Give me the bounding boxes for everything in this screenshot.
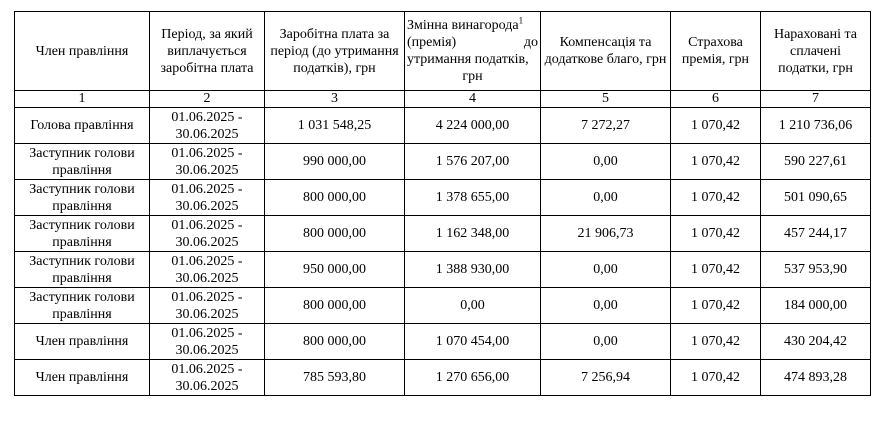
cell-period: 01.06.2025 - 30.06.2025 (150, 180, 265, 216)
cell-insurance: 1 070,42 (671, 180, 761, 216)
cell-insurance: 1 070,42 (671, 108, 761, 144)
cell-compensation: 21 906,73 (541, 216, 671, 252)
cell-salary: 800 000,00 (265, 324, 405, 360)
header-insurance: Страхова премія, грн (671, 12, 761, 91)
header-compensation: Компенсація та додаткове благо, грн (541, 12, 671, 91)
header-salary: Заробітна плата за період (до утримання податків), грн (265, 12, 405, 91)
column-number: 3 (265, 91, 405, 108)
cell-taxes: 590 227,61 (761, 144, 871, 180)
cell-compensation: 0,00 (541, 288, 671, 324)
cell-insurance: 1 070,42 (671, 288, 761, 324)
document-page (14, 11, 871, 396)
cell-taxes: 457 244,17 (761, 216, 871, 252)
cell-period: 01.06.2025 - 30.06.2025 (150, 216, 265, 252)
column-number: 2 (150, 91, 265, 108)
cell-insurance: 1 070,42 (671, 216, 761, 252)
cell-variable-pay: 0,00 (405, 288, 541, 324)
column-number: 7 (761, 91, 871, 108)
cell-salary: 800 000,00 (265, 216, 405, 252)
column-number: 1 (15, 91, 150, 108)
cell-insurance: 1 070,42 (671, 252, 761, 288)
cell-insurance: 1 070,42 (671, 144, 761, 180)
cell-member: Заступник голови правління (15, 180, 150, 216)
cell-variable-pay: 1 378 655,00 (405, 180, 541, 216)
cell-insurance: 1 070,42 (671, 324, 761, 360)
cell-member: Заступник голови правління (15, 288, 150, 324)
table-row (15, 288, 871, 324)
header-row (15, 12, 871, 91)
cell-member: Заступник голови правління (15, 252, 150, 288)
header-taxes: Нараховані та сплачені податки, грн (761, 12, 871, 91)
cell-salary: 1 031 548,25 (265, 108, 405, 144)
cell-compensation: 0,00 (541, 180, 671, 216)
cell-period: 01.06.2025 - 30.06.2025 (150, 324, 265, 360)
cell-variable-pay: 1 070 454,00 (405, 324, 541, 360)
table-row (15, 180, 871, 216)
header-member: Член правління (15, 12, 150, 91)
cell-salary: 950 000,00 (265, 252, 405, 288)
cell-variable-pay: 1 576 207,00 (405, 144, 541, 180)
cell-taxes: 501 090,65 (761, 180, 871, 216)
header-period: Період, за який виплачується заробітна плата (150, 12, 265, 91)
cell-member: Заступник голови правління (15, 216, 150, 252)
cell-salary: 785 593,80 (265, 360, 405, 396)
cell-salary: 800 000,00 (265, 288, 405, 324)
cell-period: 01.06.2025 - 30.06.2025 (150, 144, 265, 180)
cell-period: 01.06.2025 - 30.06.2025 (150, 288, 265, 324)
board-remuneration-table (14, 11, 871, 396)
cell-taxes: 537 953,90 (761, 252, 871, 288)
column-number: 4 (405, 91, 541, 108)
cell-period: 01.06.2025 - 30.06.2025 (150, 108, 265, 144)
column-number: 5 (541, 91, 671, 108)
cell-member: Заступник голови правління (15, 144, 150, 180)
cell-compensation: 0,00 (541, 144, 671, 180)
cell-member: Голова правління (15, 108, 150, 144)
cell-compensation: 0,00 (541, 324, 671, 360)
cell-compensation: 0,00 (541, 252, 671, 288)
table-row (15, 216, 871, 252)
table-row (15, 252, 871, 288)
column-number-row (15, 91, 871, 108)
cell-insurance: 1 070,42 (671, 360, 761, 396)
header-variable-pay: Змінна винагорода$^1$ (премія) до утримання податків, грн (405, 12, 541, 91)
cell-variable-pay: 4 224 000,00 (405, 108, 541, 144)
cell-compensation: 7 272,27 (541, 108, 671, 144)
cell-salary: 990 000,00 (265, 144, 405, 180)
cell-member: Член правління (15, 360, 150, 396)
cell-taxes: 430 204,42 (761, 324, 871, 360)
cell-taxes: 474 893,28 (761, 360, 871, 396)
cell-variable-pay: 1 270 656,00 (405, 360, 541, 396)
cell-variable-pay: 1 388 930,00 (405, 252, 541, 288)
cell-period: 01.06.2025 - 30.06.2025 (150, 252, 265, 288)
table-row (15, 108, 871, 144)
cell-taxes: 184 000,00 (761, 288, 871, 324)
table-row (15, 324, 871, 360)
cell-variable-pay: 1 162 348,00 (405, 216, 541, 252)
cell-period: 01.06.2025 - 30.06.2025 (150, 360, 265, 396)
cell-taxes: 1 210 736,06 (761, 108, 871, 144)
cell-compensation: 7 256,94 (541, 360, 671, 396)
column-number: 6 (671, 91, 761, 108)
table-row (15, 144, 871, 180)
cell-salary: 800 000,00 (265, 180, 405, 216)
cell-member: Член правління (15, 324, 150, 360)
table-row (15, 360, 871, 396)
